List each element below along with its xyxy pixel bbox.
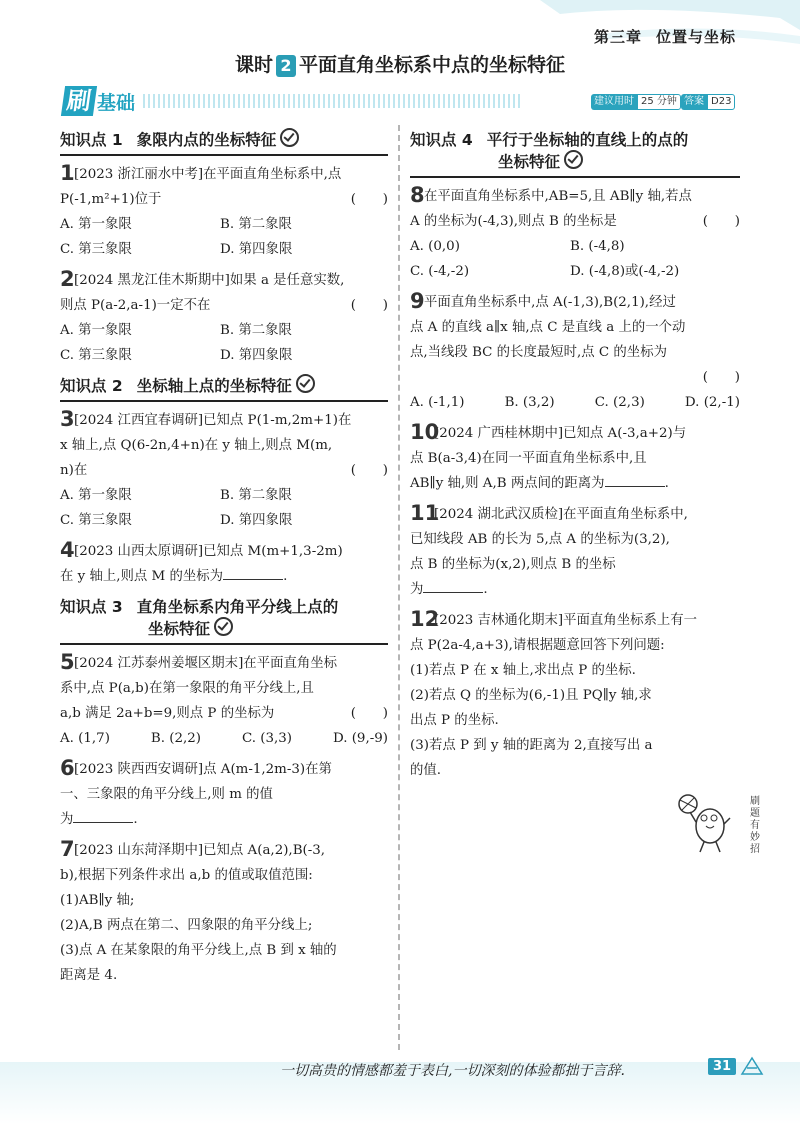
question-text: 点 A 的直线 a∥x 轴,点 C 是直线 a 上的一个动 (410, 320, 686, 335)
section-banner (63, 86, 743, 116)
option-c: C. 第三象限 (60, 242, 132, 257)
question-text: b),根据下列条件求出 a,b 的值或取值范围: (60, 868, 313, 883)
sub-question-2-cont: 出点 P 的坐标. (410, 713, 499, 728)
question-number: 5 (60, 650, 75, 674)
check-icon (296, 374, 315, 393)
question-text: a,b 满足 2a+b=9,则点 P 的坐标为 (60, 706, 275, 721)
option-a: A. 第一象限 (60, 323, 132, 338)
question-7 (60, 838, 388, 988)
lesson-prefix: 课时 (234, 54, 273, 76)
option-c: C. 第三象限 (60, 513, 132, 528)
question-text: [2024 广西桂林期中]已知点 A(-3,a+2)与 (434, 426, 687, 441)
lesson-title (0, 50, 800, 77)
question-number: 7 (60, 837, 75, 861)
question-text: [2024 江西宜春调研]已知点 P(1-m,2m+1)在 (74, 413, 352, 428)
time-value: 25 分钟 (637, 94, 681, 110)
kp-number: 知识点 1 (60, 131, 123, 149)
question-text: 为 (410, 582, 424, 597)
question-text-end: . (283, 569, 288, 584)
question-text: 为 (60, 812, 74, 827)
option-a: A. 第一象限 (60, 488, 132, 503)
sub-question-1: (1)若点 P 在 x 轴上,求出点 P 的坐标. (410, 663, 636, 678)
chapter-header (594, 26, 736, 47)
option-a: A. (1,7) (60, 731, 110, 746)
sub-question-2: (2)A,B 两点在第二、四象限的角平分线上; (60, 918, 313, 933)
question-text: 系中,点 P(a,b)在第一象限的角平分线上,且 (60, 681, 314, 696)
question-number: 8 (410, 183, 425, 207)
knowledge-point-4 (410, 128, 740, 178)
question-text: 在 y 轴上,则点 M 的坐标为 (60, 569, 224, 584)
question-1 (60, 162, 388, 262)
question-6 (60, 757, 388, 832)
chapter-title: 位置与坐标 (655, 28, 736, 46)
answer-paren: ( ) (350, 192, 388, 207)
question-text: [2023 浙江丽水中考]在平面直角坐标系中,点 (74, 167, 342, 182)
knowledge-point-2 (60, 374, 388, 402)
question-text: AB∥y 轴,则 A,B 两点间的距离为 (410, 476, 605, 491)
question-number: 6 (60, 756, 75, 780)
banner-dots (143, 94, 523, 108)
suggested-time-pill (591, 94, 681, 110)
answer-pill (681, 94, 735, 110)
question-12 (410, 608, 740, 783)
answer-label: 答案 (681, 94, 707, 110)
question-3 (60, 408, 388, 533)
sub-question-3: (3)若点 P 到 y 轴的距离为 2,直接写出 a (410, 738, 653, 753)
brand-logo (63, 86, 135, 116)
option-b: B. 第二象限 (220, 323, 292, 338)
sub-question-3-cont: 距离是 4. (60, 968, 118, 983)
option-a: A. 第一象限 (60, 217, 132, 232)
kp-title: 直角坐标系内角平分线上点的 (136, 598, 339, 616)
question-number: 3 (60, 407, 75, 431)
option-d: D. (2,-1) (684, 395, 740, 410)
footer-motto: 一切高贵的情感都羞于表白,一切深刻的体验都拙于言辞. (280, 1063, 625, 1079)
option-d: D. 第四象限 (220, 348, 293, 363)
question-text: [2023 山东菏泽期中]已知点 A(a,2),B(-3, (74, 843, 326, 858)
question-number: 10 (410, 420, 440, 444)
question-number: 4 (60, 538, 75, 562)
option-c: C. (2,3) (594, 395, 645, 410)
kp-number: 知识点 3 (60, 598, 123, 616)
question-8 (410, 184, 740, 284)
question-10 (410, 421, 740, 496)
question-text: 平面直角坐标系中,点 A(-1,3),B(2,1),经过 (424, 295, 676, 310)
answer-blank[interactable] (605, 472, 665, 487)
question-9 (410, 290, 740, 415)
left-column (60, 128, 388, 994)
question-text: x 轴上,点 Q(6-2n,4+n)在 y 轴上,则点 M(m, (60, 438, 333, 453)
question-2 (60, 268, 388, 368)
kp-title-cont: 坐标特征 (498, 153, 561, 171)
time-label: 建议用时 (591, 94, 637, 110)
question-number: 2 (60, 267, 75, 291)
kp-number: 知识点 4 (410, 131, 473, 149)
question-text: 则点 P(a-2,a-1)一定不在 (60, 298, 211, 313)
option-c: C. 第三象限 (60, 348, 132, 363)
question-text: 点 B(a-3,4)在同一平面直角坐标系中,且 (410, 451, 647, 466)
page-number: 31 (708, 1058, 736, 1075)
chapter-number: 第三章 (593, 28, 642, 46)
question-number: 11 (410, 501, 440, 525)
question-text: 点,当线段 BC 的长度最短时,点 C 的坐标为 (410, 345, 667, 360)
sub-question-3-cont: 的值. (410, 763, 442, 778)
question-number: 1 (60, 161, 75, 185)
sub-question-3: (3)点 A 在某象限的角平分线上,点 B 到 x 轴的 (60, 943, 337, 958)
question-number: 9 (410, 289, 425, 313)
option-c: C. (3,3) (241, 731, 292, 746)
question-text: 点 B 的坐标为(x,2),则点 B 的坐标 (410, 557, 616, 572)
footer-brush-icon (738, 1054, 768, 1078)
option-a: A. (-1,1) (410, 395, 465, 410)
question-text: [2024 湖北武汉质检]在平面直角坐标系中, (434, 507, 688, 522)
kp-title-cont: 坐标特征 (148, 620, 211, 638)
option-d: D. 第四象限 (220, 242, 293, 257)
question-text: 一、三象限的角平分线上,则 m 的值 (60, 787, 273, 802)
answer-blank[interactable] (223, 565, 283, 580)
question-text: [2023 吉林通化期末]平面直角坐标系上有一 (434, 613, 698, 628)
question-text-end: . (133, 812, 138, 827)
knowledge-point-1 (60, 128, 388, 156)
answer-paren: ( ) (702, 214, 740, 229)
knowledge-point-3 (60, 595, 388, 645)
question-text-end: . (483, 582, 488, 597)
kp-title: 坐标轴上点的坐标特征 (136, 377, 292, 395)
question-11 (410, 502, 740, 602)
option-d: D. (9,-9) (332, 731, 388, 746)
kp-title: 象限内点的坐标特征 (136, 131, 277, 149)
sub-question-1: (1)AB∥y 轴; (60, 893, 135, 908)
check-icon (280, 128, 299, 147)
question-text-end: . (664, 476, 669, 491)
answer-paren: ( ) (350, 298, 388, 313)
check-icon (214, 617, 233, 636)
column-divider (398, 125, 400, 1050)
question-text: 点 P(2a-4,a+3),请根据题意回答下列问题: (410, 638, 665, 653)
option-b: B. (3,2) (504, 395, 555, 410)
kp-number: 知识点 2 (60, 377, 123, 395)
right-column (410, 128, 740, 789)
question-text: [2024 江苏泰州姜堰区期末]在平面直角坐标 (74, 656, 338, 671)
question-4 (60, 539, 388, 589)
answer-page: D23 (707, 94, 735, 110)
option-a: A. (0,0) (410, 239, 460, 254)
sub-question-2: (2)若点 Q 的坐标为(6,-1)且 PQ∥y 轴,求 (410, 688, 652, 703)
question-text: 已知线段 AB 的长为 5,点 A 的坐标为(3,2), (410, 532, 670, 547)
option-b: B. 第二象限 (220, 488, 292, 503)
answer-blank[interactable] (73, 808, 133, 823)
mascot-illustration (670, 790, 740, 856)
option-d: D. (-4,8)或(-4,-2) (570, 264, 680, 279)
question-text: n)在 (60, 463, 88, 478)
answer-blank[interactable] (423, 578, 483, 593)
question-5 (60, 651, 388, 751)
lesson-title-text: 平面直角坐标系中点的坐标特征 (299, 54, 566, 76)
brand-small: 基础 (97, 92, 136, 114)
kp-title: 平行于坐标轴的直线上的点的 (486, 131, 689, 149)
lesson-number-badge: 2 (276, 55, 296, 77)
option-b: B. (2,2) (150, 731, 201, 746)
question-text: [2024 黑龙江佳木斯期中]如果 a 是任意实数, (74, 273, 345, 288)
brand-big: 刷 (61, 86, 97, 116)
answer-paren: ( ) (702, 370, 740, 385)
answer-paren: ( ) (350, 463, 388, 478)
option-c: C. (-4,-2) (410, 264, 470, 279)
question-text: [2023 陕西西安调研]点 A(m-1,2m-3)在第 (74, 762, 332, 777)
question-text: A 的坐标为(-4,3),则点 B 的坐标是 (410, 214, 617, 229)
option-b: B. (-4,8) (570, 239, 625, 254)
question-text: 在平面直角坐标系中,AB=5,且 AB∥y 轴,若点 (424, 189, 692, 204)
mascot-caption: 刷题有妙招 (750, 796, 760, 855)
check-icon (564, 150, 583, 169)
answer-paren: ( ) (350, 706, 388, 721)
question-text: [2023 山西太原调研]已知点 M(m+1,3-2m) (74, 544, 343, 559)
question-text: P(-1,m²+1)位于 (60, 192, 162, 207)
option-d: D. 第四象限 (220, 513, 293, 528)
option-b: B. 第二象限 (220, 217, 292, 232)
question-number: 12 (410, 607, 440, 631)
